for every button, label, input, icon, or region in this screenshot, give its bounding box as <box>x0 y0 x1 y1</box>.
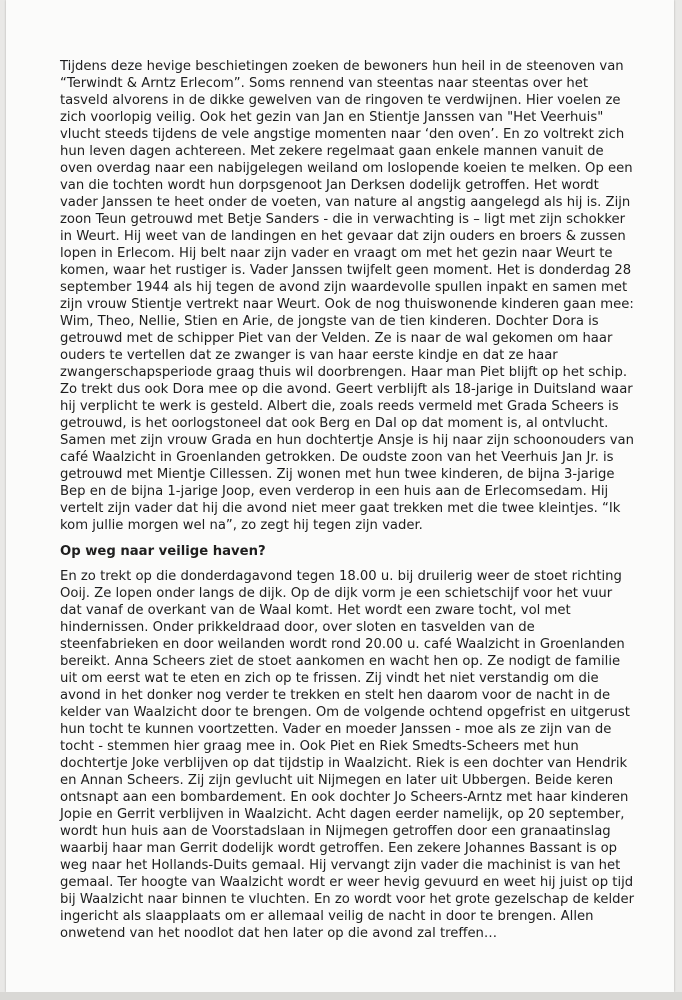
section-heading: Op weg naar veilige haven? <box>60 544 266 559</box>
page-bottom-edge <box>0 992 682 1000</box>
paragraph-2: En zo trekt op die donderdagavond tegen 18.00 u. bij druilerig weer de stoet richting Ooij. Ze lopen onder langs de dijk. Op de dijk vorm je een schietschijf voor het vuur dat vanaf de overkant van de Waal komt. Het wordt een zware tocht, vol met hindernissen. Onder prikkeldraad door, over sloten en tasvelden van de steenfabrieken en door weilanden wordt rond 20.00 u. café Waalzicht in Groenlanden bereikt. Anna Scheers ziet de stoet aankomen en wacht hen op. Ze nodigt de familie uit om eerst wat te eten en zich op te frissen. Zij vindt het niet verstandig om die avond in het donker nog verder te trekken en stelt hen daarom voor de nacht in de kelder van Waalzicht door te brengen. Om de volgende ochtend opgefrist en uitgerust hun tocht te kunnen voortzetten. Vader en moeder Janssen - moe als ze zijn van de tocht - stemmen hier graag mee in. Ook Piet en Riek Smedts-Scheers met hun dochtertje Joke verblijven op dat tijdstip in Waalzicht. Riek is een dochter van Hendrik en Annan Scheers. Zij zijn gevlucht uit Nijmegen en later uit Ubbergen. Beide keren ontsnapt aan een bombardement. En ook dochter Jo Scheers-Arntz met haar kinderen Jopie en Gerrit verblijven in Waalzicht. Acht dagen eerder namelijk, op 20 september, wordt hun huis aan de Voorstadslaan in Nijmegen getroffen door een granaatinslag waarbij haar man Gerrit dodelijk wordt getroffen. Een zekere Johannes Bassant is op weg naar het Hollands-Duits gemaal. Hij vervangt zijn vader die machinist is van het gemaal. Ter hoogte van Waalzicht wordt er weer hevig gevuurd en weet hij juist op tijd bij Waalzicht naar binnen te vluchten. En zo wordt voor het grote gezelschap de kelder ingericht als slaapplaats om er allemaal veilig de nacht in door te brengen. Allen onwetend van het noodlot dat hen later op die avond zal treffen… <box>60 569 635 941</box>
paragraph-1: Tijdens deze hevige beschietingen zoeken de bewoners hun heil in de steenoven van “Terwindt & Arntz Erlecom”. Soms rennend van steentas naar steentas over het tasveld alvorens in de dikke gewelven van de ringoven te verdwijnen. Hier voelen ze zich voorlopig veilig. Ook het gezin van Jan en Stientje Janssen van "Het Veerhuis" vlucht steeds tijdens de vele angstige momenten naar ‘den oven’. En zo voltrekt zich hun leven dagen achtereen. Met zekere regelmaat gaan enkele mannen vanuit de oven overdag naar een nabijgelegen weiland om loslopende koeien te melken. Op een van die tochten wordt hun dorpsgenoot Jan Derksen dodelijk getroffen. Het wordt vader Janssen te heet onder de voeten, van nature al angstig aangelegd als hij is. Zijn zoon Teun getrouwd met Betje Sanders - die in verwachting is – ligt met zijn schokker in Weurt. Hij weet van de landingen en het gevaar dat zijn ouders en broers & zussen lopen in Erlecom. Hij belt naar zijn vader en vraagt om met het gezin naar Weurt te komen, waar het rustiger is. Vader Janssen twijfelt geen moment. Het is donderdag 28 september 1944 als hij tegen de avond zijn waardevolle spullen inpakt en samen met zijn vrouw Stientje vertrekt naar Weurt. Ook de nog thuiswonende kinderen gaan mee: Wim, Theo, Nellie, Stien en Arie, de jongste van de tien kinderen. Dochter Dora is getrouwd met de schipper Piet van der Velden. Ze is naar de wal gekomen om haar ouders te vertellen dat ze zwanger is van haar eerste kindje en dat ze haar zwangerschapsperiode graag thuis wil doorbrengen. Haar man Piet blijft op het schip. Zo trekt dus ook Dora mee op die avond. Geert verblijft als 18-jarige in Duitsland waar hij verplicht te werk is gesteld. Albert die, zoals reeds vermeld met Grada Scheers is getrouwd, is het oorlogstoneel dat ook Berg en Dal op dat moment is, al ontvlucht. Samen met zijn vrouw Grada en hun dochtertje Ansje is hij naar zijn schoonouders van café Waalzicht in Groenlanden getrokken. De oudste zoon van het Veerhuis Jan Jr. is getrouwd met Mientje Cillessen. Zij wonen met hun twee kinderen, de bijna 3-jarige Bep en de bijna 1-jarige Joop, even verderop in een huis aan de Erlecomsedam. Hij vertelt zijn vader dat hij die avond niet meer gaat trekken met die twee kleintjes. “Ik kom jullie morgen wel na”, zo zegt hij tegen zijn vader. <box>60 59 634 533</box>
document-body <box>60 58 636 942</box>
